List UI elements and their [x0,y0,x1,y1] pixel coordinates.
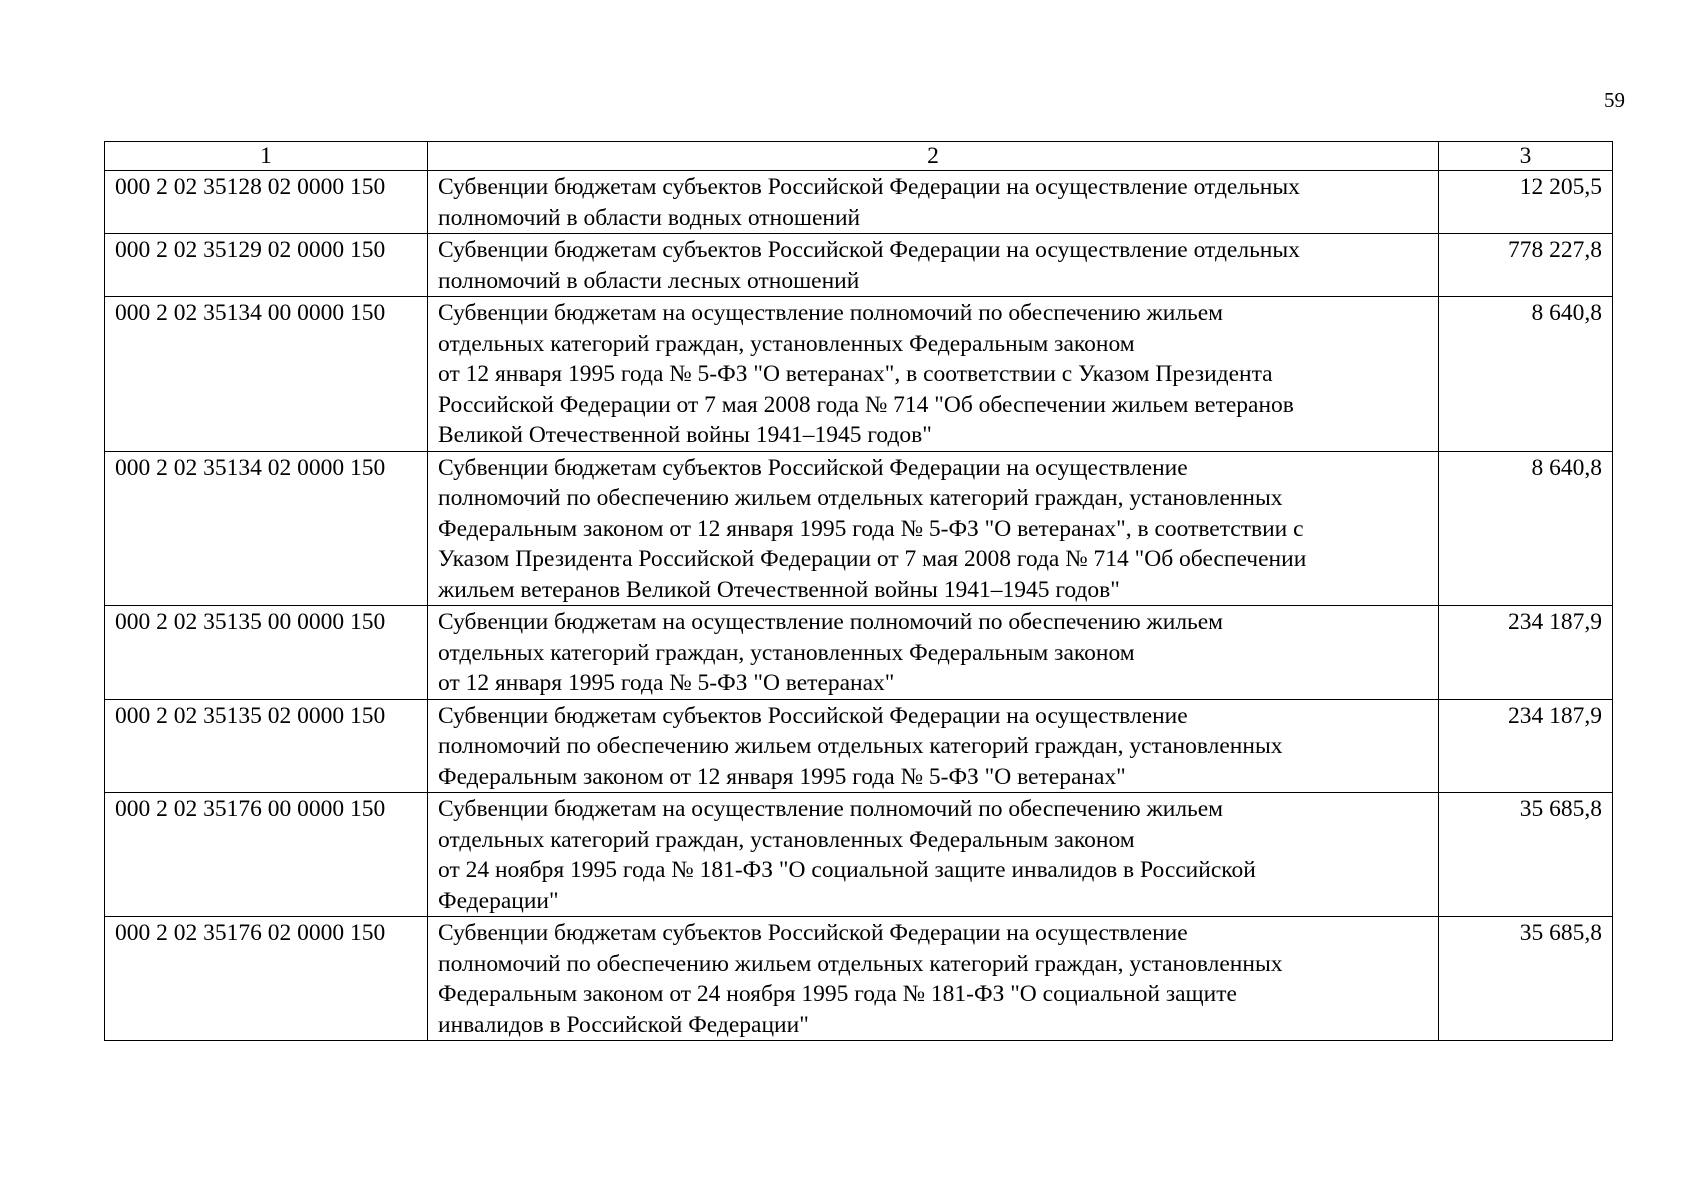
amount-cell: 35 685,8 [1439,793,1613,917]
amount-cell: 778 227,8 [1439,234,1613,297]
table-row [105,451,1613,606]
table-row [105,917,1613,1041]
column-header-1: 1 [105,142,428,171]
table-row [105,297,1613,452]
header-row [105,142,1613,171]
description-cell [428,606,1439,700]
table-body [105,171,1613,1041]
description-cell [428,699,1439,793]
description-cell [428,793,1439,917]
amount-cell: 234 187,9 [1439,699,1613,793]
description-line: полномочий в области водных отношений [438,204,861,231]
budget-code-cell: 000 2 02 35176 02 0000 150 [105,917,428,1041]
description-line: Федеральным законом от 12 января 1995 года № 5-ФЗ "О ветеранах", в соответствии с [438,515,1304,542]
description-line: инвалидов в Российской Федерации" [438,1011,809,1038]
table-row [105,606,1613,700]
description-line: Субвенции бюджетам субъектов Российской Федерации на осуществление отдельных [438,174,1300,200]
description-line: Субвенции бюджетам субъектов Российской Федерации на осуществление [438,454,1188,481]
description-line: полномочий по обеспечению жильем отдельных категорий граждан, установленных [438,733,1283,759]
description-line: Федерации" [438,887,559,914]
amount-cell: 8 640,8 [1439,297,1613,452]
table-row [105,699,1613,793]
budget-code-cell: 000 2 02 35134 02 0000 150 [105,451,428,606]
description-line: от 24 ноября 1995 года № 181-ФЗ "О социальной защите инвалидов в Российской [438,857,1256,883]
description-cell [428,297,1439,452]
description-line: отдельных категорий граждан, установленных Федеральным законом [438,826,1135,853]
description-line: отдельных категорий граждан, установленных Федеральным законом [438,330,1135,357]
description-line: Субвенции бюджетам субъектов Российской Федерации на осуществление отдельных [438,237,1300,263]
column-header-3: 3 [1439,142,1613,171]
budget-table [104,141,1613,1041]
description-line: жильем ветеранов Великой Отечественной войны 1941–1945 годов" [438,576,1120,603]
table-row [105,793,1613,917]
description-line: полномочий по обеспечению жильем отдельных категорий граждан, установленных [438,485,1283,511]
description-line: Федеральным законом от 12 января 1995 года № 5-ФЗ "О ветеранах" [438,763,1126,790]
budget-code-cell: 000 2 02 35135 02 0000 150 [105,699,428,793]
description-line: полномочий по обеспечению жильем отдельных категорий граждан, установленных [438,950,1283,977]
description-line: Указом Президента Российской Федерации от 7 мая 2008 года № 714 "Об обеспечении [438,546,1307,572]
description-cell [428,171,1439,234]
budget-code-cell: 000 2 02 35134 00 0000 150 [105,297,428,452]
budget-code-cell: 000 2 02 35176 00 0000 150 [105,793,428,917]
description-line: Великой Отечественной войны 1941–1945 годов" [438,422,932,448]
budget-code-cell: 000 2 02 35135 00 0000 150 [105,606,428,700]
budget-code-cell: 000 2 02 35128 02 0000 150 [105,171,428,234]
column-header-2: 2 [428,142,1439,171]
description-line: от 12 января 1995 года № 5-ФЗ "О ветеранах", в соответствии с Указом Президента [438,361,1273,387]
description-line: Субвенции бюджетам на осуществление полномочий по обеспечению жильем [438,796,1224,822]
table-row [105,171,1613,234]
table-row [105,234,1613,297]
description-line: Российской Федерации от 7 мая 2008 года № 714 "Об обеспечении жильем ветеранов [438,391,1294,418]
description-line: полномочий в области лесных отношений [438,267,860,294]
description-line: Федеральным законом от 24 ноября 1995 года № 181-ФЗ "О социальной защите [438,981,1237,1007]
amount-cell: 8 640,8 [1439,451,1613,606]
description-line: Субвенции бюджетам на осуществление полномочий по обеспечению жильем [438,609,1224,635]
description-line: Субвенции бюджетам на осуществление полномочий по обеспечению жильем [438,300,1224,326]
amount-cell: 234 187,9 [1439,606,1613,700]
description-line: от 12 января 1995 года № 5-ФЗ "О ветеранах" [438,670,895,696]
description-line: отдельных категорий граждан, установленных Федеральным законом [438,639,1135,666]
description-line: Субвенции бюджетам субъектов Российской Федерации на осуществление [438,920,1188,946]
amount-cell: 35 685,8 [1439,917,1613,1041]
budget-code-cell: 000 2 02 35129 02 0000 150 [105,234,428,297]
description-cell [428,234,1439,297]
description-cell [428,451,1439,606]
description-line: Субвенции бюджетам субъектов Российской Федерации на осуществление [438,702,1188,729]
amount-cell: 12 205,5 [1439,171,1613,234]
page-number: 59 [1604,88,1625,112]
description-cell [428,917,1439,1041]
